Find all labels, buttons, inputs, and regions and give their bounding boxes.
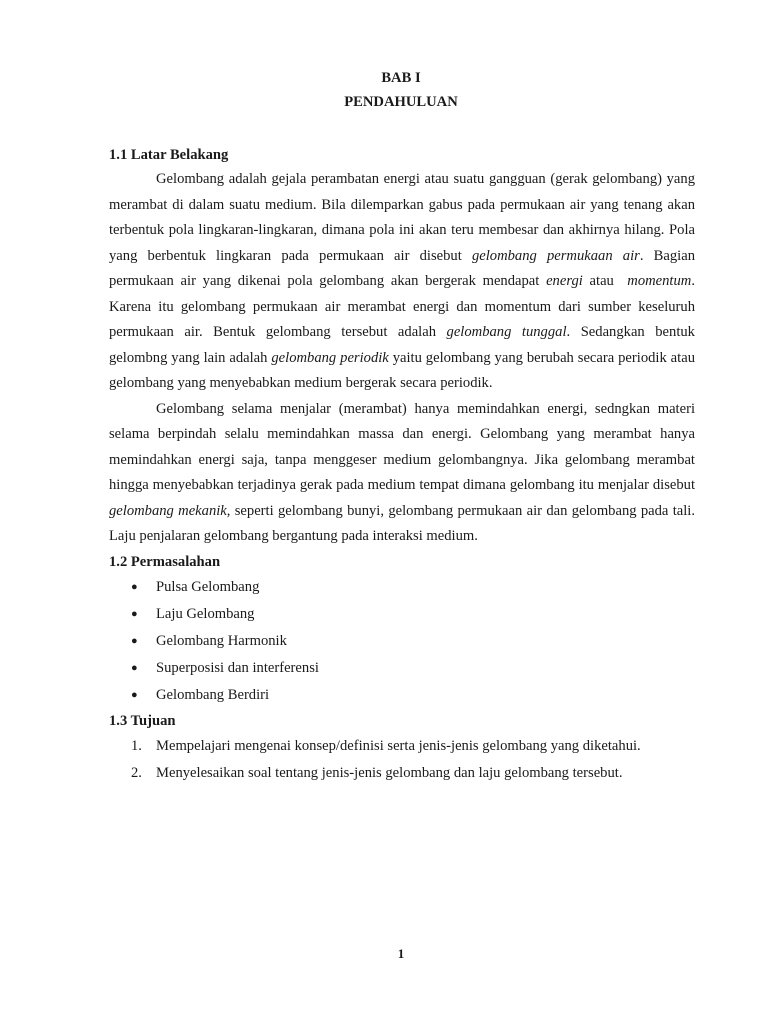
- bullet-icon: ●: [131, 661, 138, 674]
- italic-term: gelombang tunggal: [446, 324, 567, 340]
- italic-term: gelombang permukaan air: [471, 247, 640, 264]
- list-item: ● Gelombang Berdiri: [109, 682, 695, 709]
- italic-term: energi: [546, 273, 583, 289]
- chapter-number: BAB I: [381, 70, 421, 86]
- italic-term: momentum: [627, 273, 692, 289]
- section-heading-latar-belakang: 1.1 Latar Belakang: [109, 147, 229, 163]
- bullet-icon: ●: [131, 607, 138, 620]
- list-item: 1. Mempelajari mengenai konsep/definisi serta jenis-jenis gelombang yang diketahui.: [109, 733, 695, 760]
- list-number: 2.: [131, 764, 142, 781]
- problem-list: [109, 574, 695, 709]
- goal-list: [109, 733, 695, 787]
- list-item: ● Gelombang Harmonik: [109, 628, 695, 655]
- list-item: 2. Menyelesaikan soal tentang jenis-jenis gelombang dan laju gelombang tersebut.: [109, 760, 695, 787]
- paragraph-background-2: Gelombang selama menjalar (merambat) hanya memindahkan energi, sedngkan materi selama berpindah selalu memindahkan massa dan energi. Gelombang yang merambat hanya memindahkan energi saja, tanpa menggeser medium gelombangnya. Jika gelombang merambat hingga menyebabkan terjadinya gerak pada medium tempat dimana gelombang itu menjalar disebut gelombang mekanik, seperti gelombang bunyi, gelombang permukaan air dan gelombang pada tali. Laju penjalaran gelombang bergantung pada interaksi medium.: [109, 400, 696, 544]
- page-content: [109, 143, 695, 787]
- italic-term: gelombang periodik: [271, 349, 389, 366]
- chapter-title: PENDAHULUAN: [344, 94, 458, 110]
- section-heading-tujuan: 1.3 Tujuan: [109, 712, 176, 729]
- list-item: ● Laju Gelombang: [109, 601, 695, 628]
- italic-term: gelombang mekanik: [109, 502, 227, 519]
- paragraph-background-1: Gelombang adalah gejala perambatan energi atau suatu gangguan (gerak gelombang) yang merambat di dalam suatu medium. Bila dilemparkan gabus pada permukaan air yang tenang akan terbentuk pola lingkaran-lingkaran, dimana pola ini akan teru membesar dan akhirnya hilang. Pola yang berbentuk lingkaran pada permukaan air disebut gelombang permukaan air. Bagian permukaan air yang dikenai pola gelombang akan bergerak mendapat energi atau momentum. Karena itu gelombang permukaan air merambat energi dan momentum dari sumber keseluruh permukaan air. Bentuk gelombang tersebut adalah gelombang tunggal. Sedangkan bentuk gelombng yang lain adalah gelombang periodik yaitu gelombang yang berubah secara periodik atau gelombang yang menyebabkan medium bergerak secara periodik.: [109, 171, 695, 391]
- bullet-icon: ●: [131, 580, 138, 593]
- list-item: ● Pulsa Gelombang: [109, 574, 695, 601]
- list-item: ● Superposisi dan interferensi: [109, 655, 695, 682]
- bullet-icon: ●: [131, 688, 138, 701]
- page-number: 1: [397, 946, 405, 961]
- section-heading-permasalahan: 1.2 Permasalahan: [109, 553, 221, 570]
- list-number: 1.: [131, 737, 142, 754]
- bullet-icon: ●: [131, 634, 138, 647]
